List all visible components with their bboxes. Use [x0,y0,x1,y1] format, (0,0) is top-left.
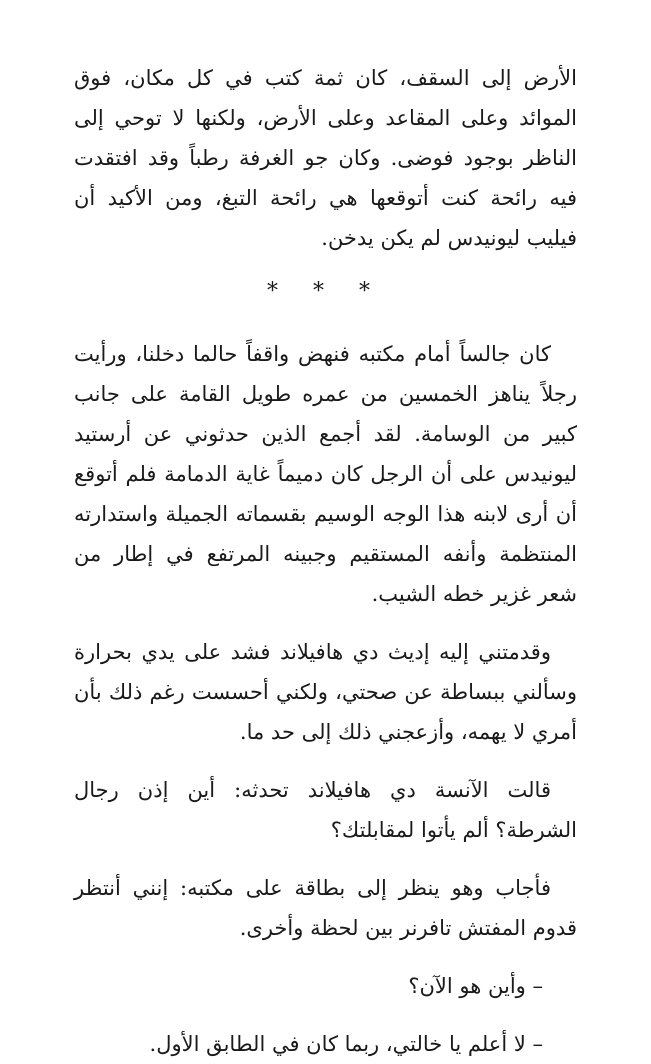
section-separator: * * * [267,279,384,304]
paragraph-1: الأرض إلى السقف، كان ثمة كتب في كل مكان، فوق الموائد وعلى المقاعد وعلى الأرض، ولكنها لا توحي إلى الناظر بوجود فوضى. وكان جو الغرفة رطباً وقد افتقدت فيه رائحة كنت أتوقعها هي رائحة التبغ، ومن الأكيد أن فيليب ليونيدس لم يكن يدخن. [74,66,577,250]
book-page [74,58,577,1064]
paragraph-5: فأجاب وهو ينظر إلى بطاقة على مكتبه: إنني أنتظر قدوم المفتش تافرنر بين لحظة وأخرى. [74,876,577,940]
paragraph-2: كان جالساً أمام مكتبه فنهض واقفاً حالما دخلنا، ورأيت رجلاً يناهز الخمسين من عمره طويل القامة على جانب كبير من الوسامة. لقد أجمع الذين حدثوني عن أرستيد ليونيدس على أن الرجل كان دميماً غاية الدمامة فلم أتوقع أن أرى لابنه هذا الوجه الوسيم بقسماته الجميلة واستدارته المنتظمة وأنفه المستقيم وجبينه المرتفع في إطار من شعر غزير خطه الشيب. [74,342,577,606]
paragraph-3: وقدمتني إليه إديث دي هافيلاند فشد على يدي بحرارة وسألني ببساطة عن صحتي، ولكني أحسست رغم ذلك بأن أمري لا يهمه، وأزعجني ذلك إلى حد ما. [74,640,577,744]
dialogue-line-2: – لا أعلم يا خالتي، ربما كان في الطابق الأول. [149,1032,543,1056]
dialogue-line-1: – وأين هو الآن؟ [408,974,543,998]
paragraph-4: قالت الآنسة دي هافيلاند تحدثه: أين إذن رجال الشرطة؟ ألم يأتوا لمقابلتك؟ [74,778,577,842]
